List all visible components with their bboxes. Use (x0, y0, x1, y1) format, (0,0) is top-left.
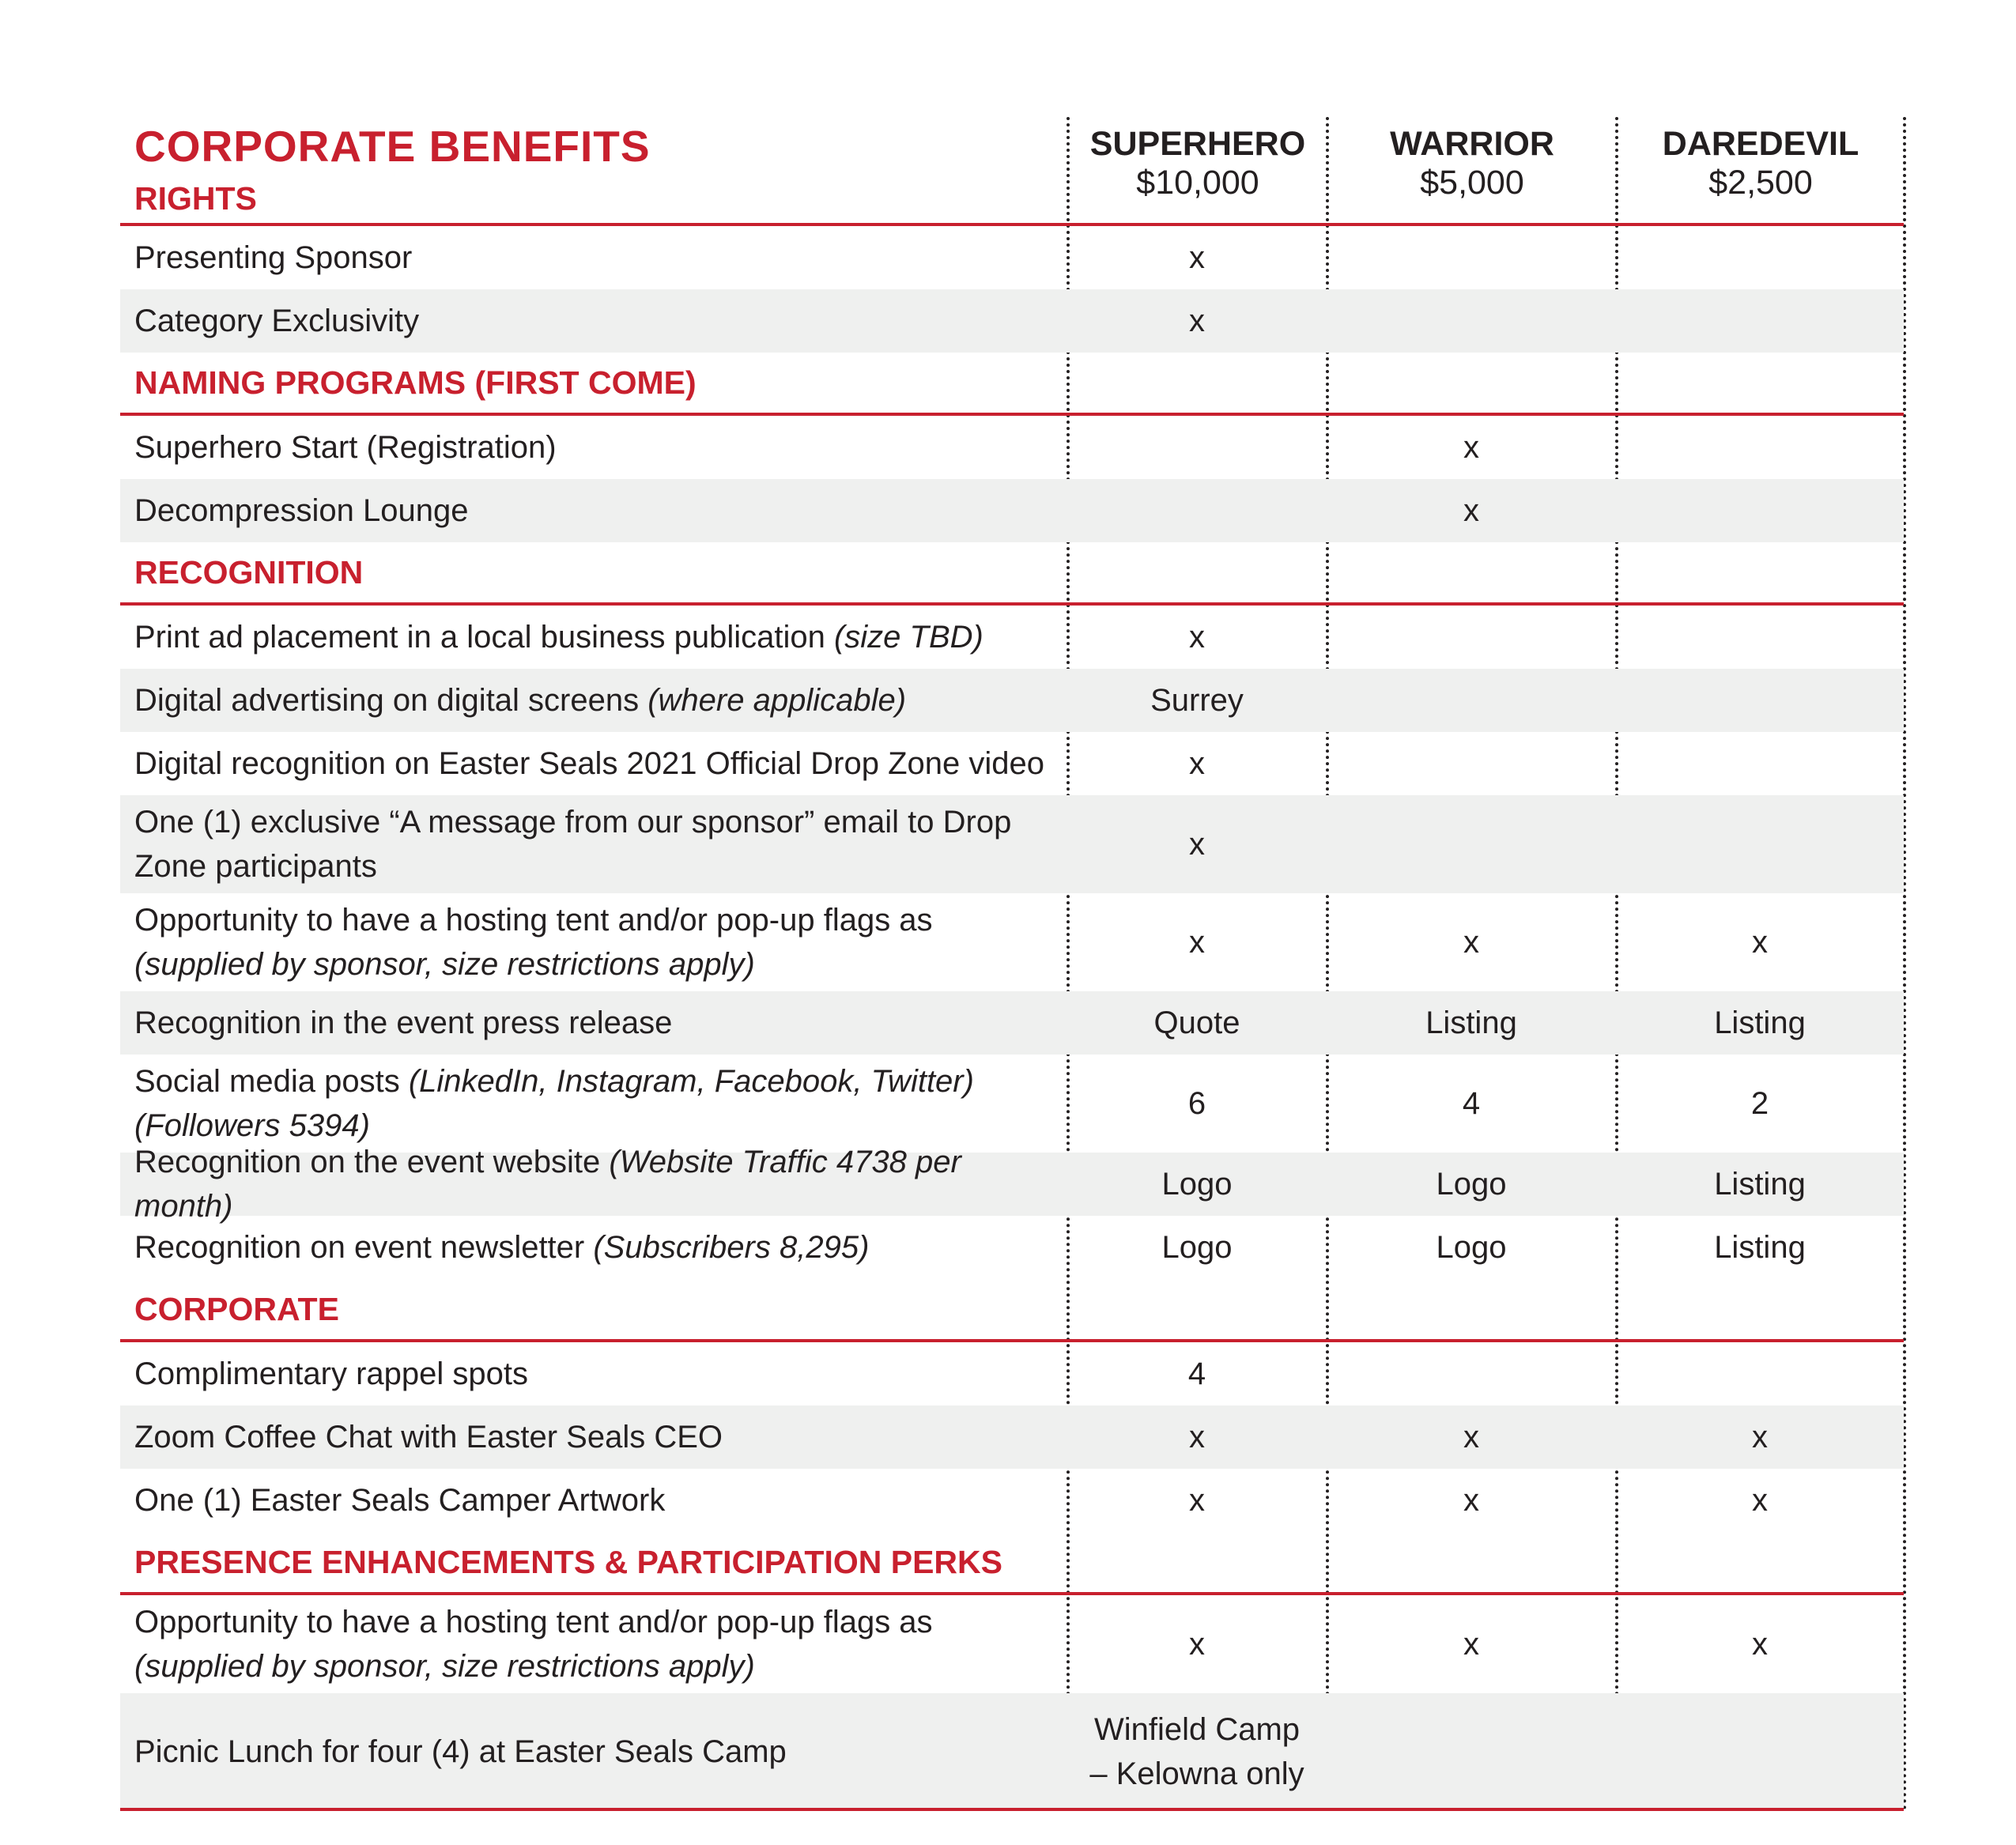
benefit-label (120, 1225, 1067, 1270)
benefit-text: Print ad placement in a local business publication (134, 620, 834, 655)
benefit-text: Social media posts (134, 1064, 409, 1099)
tier-value-warrior: x (1463, 493, 1479, 528)
tier-value-superhero: x (1189, 1627, 1205, 1662)
section-header (120, 1279, 1904, 1342)
benefit-label (120, 489, 1067, 533)
tier-name: DAREDEVIL (1662, 125, 1859, 163)
tier-value-superhero: x (1189, 1420, 1205, 1454)
table-bottom-rule (120, 1808, 1904, 1811)
benefit-label (120, 741, 1067, 786)
benefit-row (120, 416, 1904, 479)
benefit-row (120, 226, 1904, 289)
benefit-row (120, 732, 1904, 795)
benefit-text: Opportunity to have a hosting tent and/or pop-up flags as (134, 1605, 933, 1639)
benefit-row (120, 1469, 1904, 1532)
benefit-label (120, 1730, 1067, 1774)
tier-header-superhero (1068, 125, 1327, 202)
section-header (120, 1532, 1904, 1595)
benefit-text: Complimentary rappel spots (134, 1356, 528, 1391)
section-header (120, 542, 1904, 606)
tier-value-warrior: x (1463, 430, 1479, 465)
tier-value-superhero: x (1189, 620, 1205, 655)
benefit-text: CORPORATE (134, 1291, 339, 1327)
benefit-label (120, 1352, 1067, 1396)
tier-value-warrior: x (1463, 1627, 1479, 1662)
benefit-label (120, 898, 1067, 987)
tier-value-daredevil: x (1752, 925, 1768, 960)
tier-value-warrior: 4 (1462, 1086, 1481, 1121)
benefit-text: Recognition on the event website (134, 1145, 610, 1179)
benefit-text: NAMING PROGRAMS (FIRST COME) (134, 364, 697, 401)
tier-value-superhero: x (1189, 1483, 1205, 1518)
benefit-label (120, 236, 1067, 280)
benefit-text: Decompression Lounge (134, 493, 469, 528)
tier-value-daredevil: x (1752, 1627, 1768, 1662)
benefit-note: (supplied by sponsor, size restrictions apply) (134, 947, 755, 982)
tier-price: $2,500 (1708, 164, 1813, 202)
section-label: RIGHTS (134, 180, 257, 217)
tier-value-superhero: 4 (1187, 1356, 1206, 1391)
tier-value-superhero: x (1189, 240, 1205, 275)
benefit-row (120, 991, 1904, 1055)
tier-value-superhero: x (1189, 827, 1205, 862)
benefit-text: PRESENCE ENHANCEMENTS & PARTICIPATION PERKS (134, 1544, 1002, 1580)
tier-value-warrior: Logo (1436, 1230, 1507, 1265)
benefit-label (120, 678, 1067, 723)
benefit-text: Zoom Coffee Chat with Easter Seals CEO (134, 1420, 723, 1454)
section-label (120, 360, 1067, 405)
tier-value-daredevil: Listing (1714, 1230, 1806, 1265)
benefit-text: One (1) exclusive “A message from our sponsor” email to Drop Zone participants (134, 805, 1012, 884)
benefit-text: Opportunity to have a hosting tent and/or pop-up flags as (134, 903, 933, 938)
section-header (120, 353, 1904, 416)
benefit-label (120, 1059, 1067, 1148)
tier-header-warrior (1327, 125, 1617, 202)
tier-name: WARRIOR (1390, 125, 1554, 163)
page-title: CORPORATE BENEFITS (134, 122, 651, 171)
benefit-text: Digital recognition on Easter Seals 2021 Official Drop Zone video (134, 746, 1045, 781)
benefit-row (120, 893, 1904, 991)
benefit-row (120, 289, 1904, 353)
benefit-row (120, 795, 1904, 893)
benefit-label (120, 299, 1067, 343)
benefit-row (120, 606, 1904, 669)
section-label (120, 550, 1067, 594)
benefit-label (120, 1415, 1067, 1459)
benefit-note: (where applicable) (647, 683, 907, 718)
benefit-label (120, 1001, 1067, 1045)
benefit-note: (supplied by sponsor, size restrictions apply) (134, 1649, 755, 1684)
section-label (120, 1287, 1067, 1331)
benefit-row (120, 1145, 1904, 1224)
benefit-row (120, 1055, 1904, 1153)
tier-value-warrior: Listing (1425, 1006, 1517, 1040)
benefit-text: One (1) Easter Seals Camper Artwork (134, 1483, 666, 1518)
benefit-row (120, 1216, 1904, 1279)
tier-value-daredevil: x (1752, 1420, 1768, 1454)
tier-price: $5,000 (1420, 164, 1524, 202)
benefit-label (120, 800, 1067, 889)
benefit-row (120, 1693, 1904, 1810)
benefit-text: Recognition in the event press release (134, 1006, 673, 1040)
benefit-label (120, 425, 1067, 470)
benefit-text: Picnic Lunch for four (4) at Easter Seals Camp (134, 1734, 787, 1769)
tier-value-daredevil: Listing (1714, 1167, 1806, 1202)
tier-value-daredevil: Listing (1714, 1006, 1806, 1040)
tier-value-daredevil: 2 (1750, 1086, 1769, 1121)
benefit-note: (Subscribers 8,295) (593, 1230, 870, 1265)
benefit-text: Superhero Start (Registration) (134, 430, 557, 465)
benefit-text: Category Exclusivity (134, 304, 420, 338)
benefit-row (120, 1405, 1904, 1469)
tier-value-warrior: x (1463, 925, 1479, 960)
tier-value-superhero: Quote (1153, 1006, 1240, 1040)
tier-value-daredevil: x (1752, 1483, 1768, 1518)
tier-value-superhero: x (1189, 746, 1205, 781)
benefit-label (120, 1478, 1067, 1522)
tier-value-superhero: 6 (1187, 1086, 1206, 1121)
tier-name: SUPERHERO (1089, 125, 1306, 163)
tier-value-superhero: Winfield Camp – Kelowna only (1089, 1712, 1304, 1791)
benefit-row (120, 1342, 1904, 1405)
benefit-note: (size TBD) (833, 620, 983, 655)
tier-value-warrior: x (1463, 1420, 1479, 1454)
benefit-text: Digital advertising on digital screens (134, 683, 648, 718)
benefit-text: Presenting Sponsor (134, 240, 413, 275)
tier-value-superhero: x (1189, 925, 1205, 960)
tier-value-superhero: x (1189, 304, 1205, 338)
benefit-label (120, 615, 1067, 659)
tier-value-warrior: Logo (1436, 1167, 1507, 1202)
benefit-text: Recognition on event newsletter (134, 1230, 594, 1265)
benefit-label (120, 1600, 1067, 1688)
tier-header-daredevil (1617, 125, 1905, 202)
tier-value-superhero: Logo (1161, 1167, 1233, 1202)
benefit-row (120, 1595, 1904, 1693)
benefit-row (120, 479, 1904, 542)
tier-value-superhero: Surrey (1150, 683, 1244, 718)
section-label (120, 1540, 1067, 1584)
benefit-text: RECOGNITION (134, 554, 364, 590)
benefit-note: (Website Traffic 4738 per month) (134, 1145, 961, 1224)
tier-value-warrior: x (1463, 1483, 1479, 1518)
tier-value-superhero: Logo (1161, 1230, 1233, 1265)
tier-price: $10,000 (1136, 164, 1259, 202)
benefit-note: (LinkedIn, Instagram, Facebook, Twitter) (Followers 5394) (134, 1064, 974, 1143)
benefit-row (120, 669, 1904, 732)
